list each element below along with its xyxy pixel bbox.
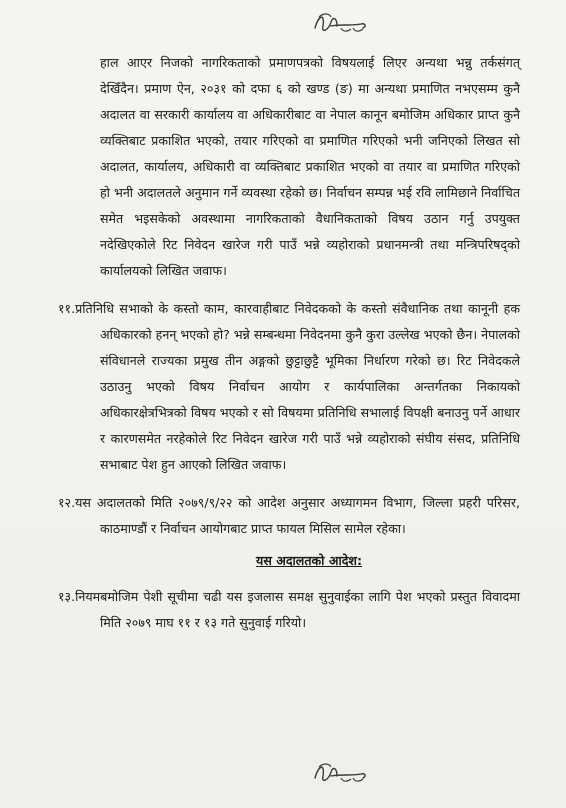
- document-body: [58, 50, 520, 636]
- signature-mark-bottom: [311, 758, 371, 788]
- paragraph-13: १३.नियमबमोजिम पेशी सूचीमा चढी यस इजलास समक्ष सुनुवाईका लागि पेश भएको प्रस्तुत विवादमा मिति २०७९ माघ ११ र १३ गते सुनुवाई गरियो।: [58, 589, 520, 630]
- section-heading: यस अदालतको आदेश:: [256, 553, 362, 568]
- paragraph-12: १२.यस अदालतको मिति २०७९/९/२२ को आदेश अनुसार अध्यागमन विभाग, जिल्ला प्रहरी परिसर, काठमाण्डौं र निर्वाचन आयोगबाट प्राप्त फायल मिसिल सामेल रहेका।: [58, 495, 520, 536]
- signature-scribble-bottom: [311, 758, 371, 788]
- paragraph-10-continued: हाल आएर निजको नागरिकताको प्रमाणपत्रको विषयलाई लिएर अन्यथा भन्नु तर्कसंगत् देखिँदैन। प्रमाण ऐन, २०३१ को दफा ६ को खण्ड (ङ) मा अन्यथा प्रमाणित नभएसम्म कुनै अदालत वा सरकारी कार्यालय वा अधिकारीबाट वा नेपाल कानून बमोजिम अधिकार प्राप्त कुनै व्यक्तिबाट प्रकाशित भएको, तयार गरिएको वा प्रमाणित गरिएको भनी जनिएको लिखत सो अदालत, कार्यालय, अधिकारी वा व्यक्तिबाट प्रकाशित भएको वा तयार वा प्रमाणित गरिएको हो भनी अदालतले अनुमान गर्ने व्यवस्था रहेको छ। निर्वाचन सम्पन्न भई रवि लामिछाने निर्वाचित समेत भइसकेको अवस्थामा नागरिकताको वैधानिकताको विषय उठान गर्नु उपयुक्त नदेखिएकोले रिट निवेदन खारेज गरी पाउँ भन्ने व्यहोराको प्रधानमन्त्री तथा मन्त्रिपरिषद्को कार्यालयको लिखित जवाफ।: [100, 55, 520, 278]
- paragraph-11: ११.प्रतिनिधि सभाको के कस्तो काम, कारवाहीबाट निवेदकको के कस्तो संवैधानिक तथा कानूनी हक अधिकारको हनन् भएको हो? भन्ने सम्बन्धमा निवेदनमा कुनै कुरा उल्लेख भएको छैन। नेपालको संविधानले राज्यका प्रमुख तीन अङ्गको छुट्टाछुट्टै भूमिका निर्धारण गरेको छ। रिट निवेदकले उठाउनु भएको विषय निर्वाचन आयोग र कार्यपालिका अन्तर्गतका निकायको अधिकारक्षेत्रभित्रको विषय भएको र सो विषयमा प्रतिनिधि सभालाई विपक्षी बनाउनु पर्ने आधार र कारणसमेत नरहेकोले रिट निवेदन खारेज गरी पाउँ भन्ने व्यहोराको संघीय संसद, प्रतिनिधि सभाबाट पेश हुन आएको लिखित जवाफ।: [58, 301, 520, 472]
- signature-scribble-top: [311, 8, 371, 38]
- signature-mark-top: [311, 8, 371, 38]
